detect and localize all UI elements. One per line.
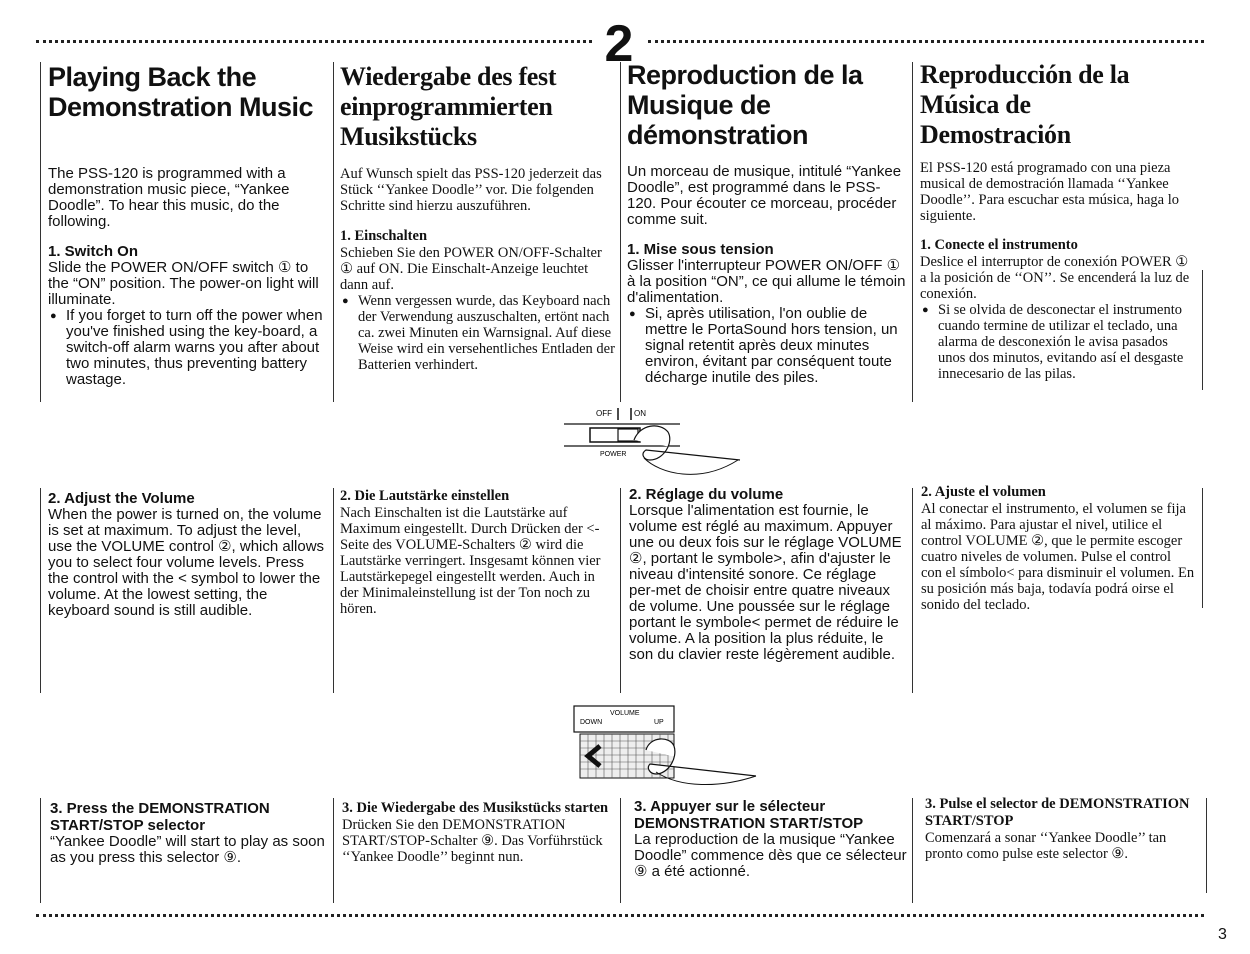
english-column <box>48 62 326 122</box>
german-title: Wiedergabe des fest einprogrammierten Musikstücks <box>340 62 557 151</box>
power-on-label: ON <box>634 409 646 418</box>
french-step1-bullet: ● Si, après utilisation, l'on oublie de mettre le PortaSound hors tension, un signal retentit après deux minutes environ, évitant par conséquent toute décharge inutile des piles. <box>627 306 907 386</box>
french-column <box>627 60 907 150</box>
spanish-title: Reproducción de la Música de Demostración <box>920 60 1130 149</box>
french-step3-heading: 3. Appuyer sur le sélecteur DEMONSTRATION START/STOP <box>634 798 864 832</box>
column-rule <box>620 62 621 402</box>
column-rule <box>40 488 41 693</box>
english-section-2 <box>48 490 326 619</box>
spanish-step1-heading: 1. Conecte el instrumento <box>920 237 1078 253</box>
chapter-number: 2 <box>604 15 634 73</box>
german-step2-text: Nach Einschalten ist die Lautstärke auf Maximum eingestellt. Durch Drücken der <-Seite des VOLUME-Schalters ② wird die Lautstärke verringert. Insgesamt können vier Lautstärkepegel eingestellt werden. Auch in der Minimaleinstellung ist der Ton noch zu hören. <box>340 505 601 617</box>
spanish-step2-heading: 2. Ajuste el volumen <box>921 484 1046 500</box>
column-rule <box>333 62 334 402</box>
french-step1-heading: 1. Mise sous tension <box>627 241 774 258</box>
spanish-intro: El PSS-120 está programado con una pieza musical de demostración llamada ‘‘Yankee Doodle’’. Para escuchar esta música, haga lo siguiente. <box>920 160 1180 224</box>
spanish-step2-text: Al conectar el instrumento, el volumen se fija al máximo. Para ajustar el nivel, utilice el control VOLUME ②, que le permite escoger cuatro niveles de volumen. Pulse el control con el símbolo< para disminuir el volumen. En su posición más baja, todavía podrá oirse el sonido del teclado. <box>921 501 1195 613</box>
english-step2-text: When the power is turned on, the volume is set at maximum. To adjust the level, use the VOLUME control ②, which allows you to select four volume levels. Press the control with the < symbol to lower the volume. At the lowest setting, the keyboard sound is still audible. <box>48 506 325 619</box>
french-intro: Un morceau de musique, intitulé “Yankee Doodle”, est programmé dans le PSS-120. Pour écouter ce morceau, procéder comme suit. <box>627 163 902 228</box>
english-title: Playing Back the Demonstration Music <box>48 62 314 122</box>
spanish-step1-text: Deslice el interruptor de conexión POWER ① a la posición de ‘‘ON’’. Se encenderá la luz de conexión. <box>920 254 1190 302</box>
column-rule <box>333 488 334 693</box>
column-rule <box>333 798 334 903</box>
bottom-dotted-rule <box>36 914 1204 917</box>
column-rule <box>1202 270 1203 390</box>
column-rule <box>40 798 41 903</box>
french-step1-text: Glisser l'interrupteur POWER ON/OFF ① à la position “ON”, ce qui allume le témoin d'alimentation. <box>627 257 906 306</box>
german-step1-text: Schieben Sie den POWER ON/OFF-Schalter ① auf ON. Die Einschalt-Anzeige leuchtet dann auf. <box>340 245 602 293</box>
french-step2-text: Lorsque l'alimentation est fournie, le volume est réglé au maximum. Appuyer une ou deux fois sur le réglage VOLUME ②, portant le symbole>, afin d'ajuster le niveau d'intensité sonore. Ce réglage per-met de choisir entre quatre niveaux de volume. Une poussée sur le réglage portant le symbole< permet de réduire le volume. A la position la plus réduite, le son du clavier reste légèrement audible. <box>629 502 902 663</box>
spanish-section-3 <box>925 796 1201 862</box>
column-rule <box>912 62 913 402</box>
volume-down-label: DOWN <box>580 719 603 726</box>
power-off-label: OFF <box>596 409 612 418</box>
column-rule <box>620 488 621 693</box>
power-switch-illustration <box>560 404 760 494</box>
french-section-1 <box>627 164 907 386</box>
english-step3-text: “Yankee Doodle” will start to play as soon as you press this selector ⑨. <box>50 833 325 866</box>
finger-icon <box>634 426 740 460</box>
german-section-3 <box>342 800 614 865</box>
german-step3-heading: 3. Die Wiedergabe des Musikstücks starten <box>342 800 609 816</box>
english-step1-heading: 1. Switch On <box>48 243 139 260</box>
spanish-column <box>920 60 1198 150</box>
column-rule <box>1206 798 1207 893</box>
german-step1-heading: 1. Einschalten <box>340 228 428 244</box>
german-step1-bullet: ● Wenn vergessen wurde, das Keyboard nach der Verwendung auszuschalten, ertönt nach ca. zwei Minuten ein Warnsignal. Auf diese Weise wird ein versehentliches Entladen der Batterien verhindert. <box>340 293 615 373</box>
german-step3-text: Drücken Sie den DEMONSTRATION START/STOP-Schalter ⑨. Das Vorführstück ‘‘Yankee Doodle’’ beginnt nun. <box>342 817 603 865</box>
german-section-1 <box>340 166 615 373</box>
english-section-3 <box>50 800 326 866</box>
column-rule <box>1202 488 1203 608</box>
french-section-2 <box>629 486 907 663</box>
french-step2-heading: 2. Réglage du volume <box>629 486 784 503</box>
german-section-2 <box>340 488 615 617</box>
top-dotted-rule-right <box>648 40 1204 43</box>
column-rule <box>620 798 621 903</box>
spanish-section-2 <box>921 484 1195 613</box>
french-section-3 <box>634 798 908 880</box>
english-step1-text: Slide the POWER ON/OFF switch ① to the “ON” position. The power-on light will illuminate. <box>48 259 319 308</box>
spanish-step3-heading: 3. Pulse el selector de DEMONSTRATION START/STOP <box>925 796 1190 829</box>
german-step2-heading: 2. Die Lautstärke einstellen <box>340 488 510 504</box>
english-intro: The PSS-120 is programmed with a demonstration music piece, “Yankee Doodle”. To hear this music, do the following. <box>48 165 290 230</box>
column-rule <box>912 488 913 693</box>
english-step1-bullet: ● If you forget to turn off the power when you've finished using the key-board, a switch-off alarm warns you after about two minutes, thus preventing battery wastage. <box>48 308 326 388</box>
column-rule <box>40 62 41 402</box>
french-title: Reproduction de la Musique de démonstration <box>627 60 863 150</box>
spanish-step3-text: Comenzará a sonar ‘‘Yankee Doodle’’ tan pronto como pulse este selector ⑨. <box>925 830 1167 862</box>
spanish-section-1 <box>920 160 1198 382</box>
english-step3-heading: 3. Press the DEMONSTRATION START/STOP selector <box>50 800 270 834</box>
english-section-1 <box>48 166 326 388</box>
page-number: 3 <box>1218 926 1227 943</box>
power-label: POWER <box>600 451 627 458</box>
column-rule <box>912 798 913 903</box>
volume-control-illustration <box>570 704 760 786</box>
german-column <box>340 62 615 152</box>
spanish-step1-bullet: ● Si se olvida de desconectar el instrumento cuando termine de utilizar el teclado, una alarma de desconexión le avisa pasados unos dos minutos, evitando así el desgaste innecesario de las pilas. <box>920 302 1198 382</box>
german-intro: Auf Wunsch spielt das PSS-120 jederzeit das Stück ‘‘Yankee Doodle’’ vor. Die folgenden Schritte sind hierzu auszuführen. <box>340 166 602 214</box>
french-step3-text: La reproduction de la musique “Yankee Doodle” commence dès que ce sélecteur ⑨ a été actionné. <box>634 831 907 880</box>
english-step2-heading: 2. Adjust the Volume <box>48 490 195 507</box>
top-dotted-rule-left <box>36 40 592 43</box>
volume-label: VOLUME <box>610 710 640 717</box>
volume-up-label: UP <box>654 719 664 726</box>
